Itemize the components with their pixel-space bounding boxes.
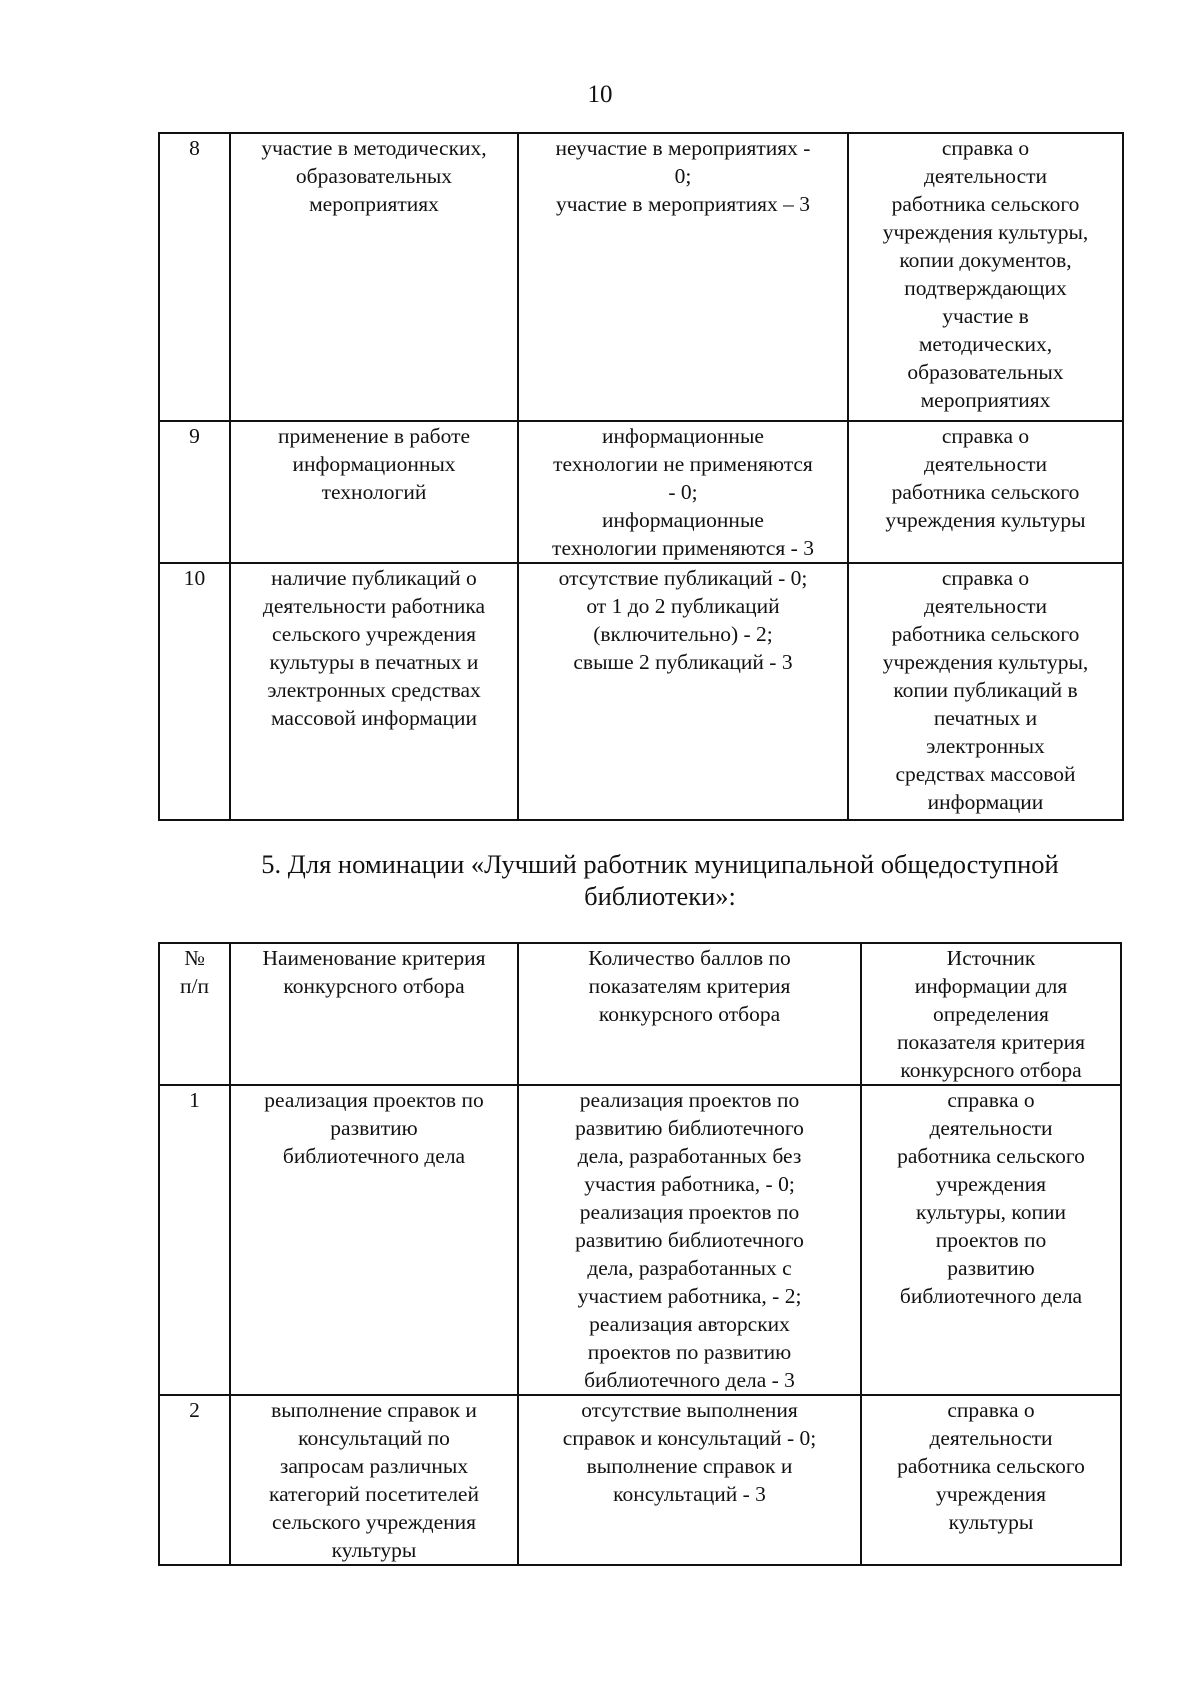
criterion-cell: выполнение справок и консультаций по запросам различных категорий посетителей сельского учреждения культуры: [230, 1395, 518, 1565]
table-header-row: [159, 943, 1121, 1085]
header-number: № п/п: [159, 943, 230, 1085]
row-number-cell: 1: [159, 1085, 230, 1395]
header-criterion: Наименование критерия конкурсного отбора: [230, 943, 518, 1085]
row-number-cell: 9: [159, 421, 230, 563]
row-number-cell: 8: [159, 133, 230, 421]
header-source: Источник информации для определения показателя критерия конкурсного отбора: [861, 943, 1121, 1085]
points-cell: информационные технологии не применяются - 0; информационные технологии применяются - 3: [518, 421, 848, 563]
row-number-cell: 10: [159, 563, 230, 820]
points-cell: реализация проектов по развитию библиотечного дела, разработанных без участия работника, - 0; реализация проектов по развитию библиотечного дела, разработанных с участием работника, - 2; реализация авторских проектов по развитию библиотечного дела - 3: [518, 1085, 861, 1395]
criterion-cell: реализация проектов по развитию библиотечного дела: [230, 1085, 518, 1395]
source-cell: справка о деятельности работника сельского учреждения культуры, копии проектов по развитию библиотечного дела: [861, 1085, 1121, 1395]
table-row: [159, 563, 1123, 820]
header-points: Количество баллов по показателям критерия конкурсного отбора: [518, 943, 861, 1085]
section-heading: 5. Для номинации «Лучший работник муниципальной общедоступной библиотеки»:: [261, 849, 1059, 911]
points-cell: неучастие в мероприятиях - 0; участие в мероприятиях – 3: [518, 133, 848, 421]
criteria-table-continued: [158, 132, 1124, 821]
row-number-cell: 2: [159, 1395, 230, 1565]
source-cell: справка о деятельности работника сельского учреждения культуры: [861, 1395, 1121, 1565]
table-row: [159, 421, 1123, 563]
criterion-cell: наличие публикаций о деятельности работника сельского учреждения культуры в печатных и электронных средствах массовой информации: [230, 563, 518, 820]
library-criteria-table: [158, 942, 1122, 1566]
source-cell: справка о деятельности работника сельского учреждения культуры: [848, 421, 1123, 563]
table-row: [159, 1395, 1121, 1565]
source-cell: справка о деятельности работника сельского учреждения культуры, копии документов, подтверждающих участие в методических, образовательных мероприятиях: [848, 133, 1123, 421]
source-cell: справка о деятельности работника сельского учреждения культуры, копии публикаций в печатных и электронных средствах массовой информации: [848, 563, 1123, 820]
criterion-cell: участие в методических, образовательных мероприятиях: [230, 133, 518, 421]
criterion-cell: применение в работе информационных технологий: [230, 421, 518, 563]
points-cell: отсутствие выполнения справок и консультаций - 0; выполнение справок и консультаций - 3: [518, 1395, 861, 1565]
points-cell: отсутствие публикаций - 0; от 1 до 2 публикаций (включительно) - 2; свыше 2 публикаций - 3: [518, 563, 848, 820]
table-row: [159, 133, 1123, 421]
page-number: 10: [587, 81, 613, 108]
table-row: [159, 1085, 1121, 1395]
